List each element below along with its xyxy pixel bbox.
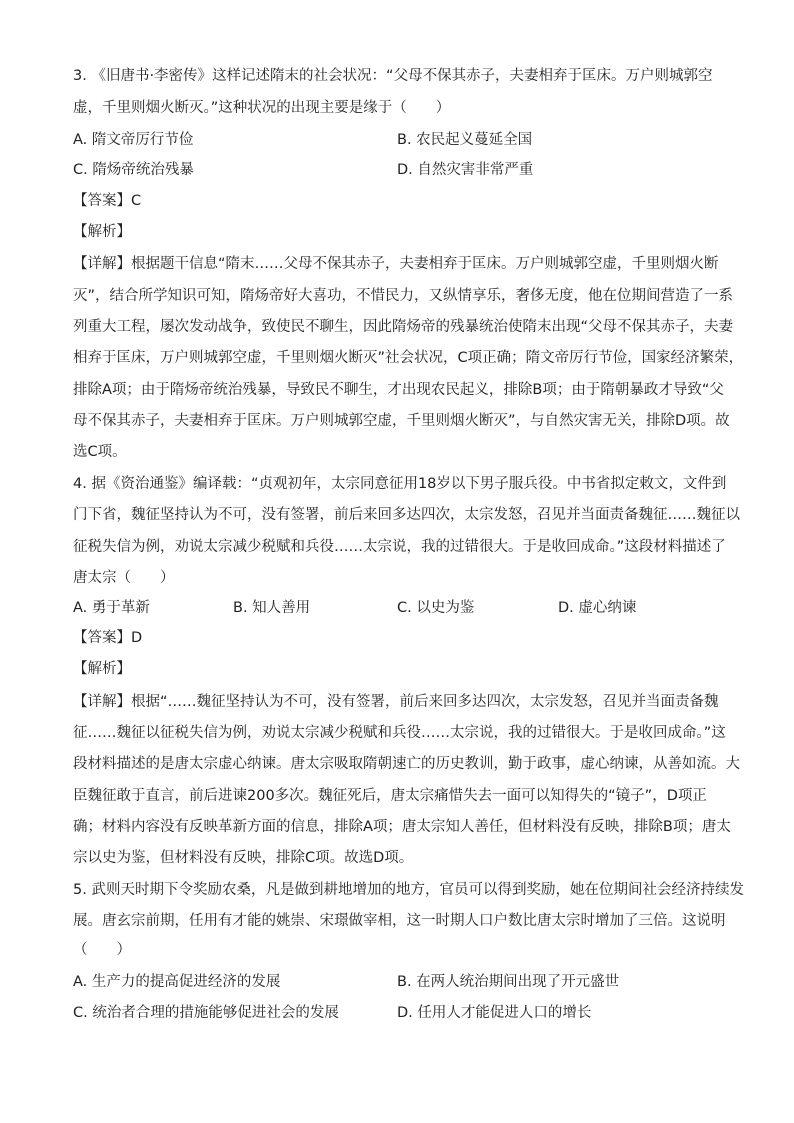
q5-option-c: C. 统治者合理的措施能够促进社会的发展	[73, 1005, 339, 1021]
q3-answer: 【答案】C	[73, 193, 142, 209]
q3-analysis-label: 【解析】	[73, 224, 131, 240]
q4-option-d: D. 虚心纳谏	[558, 600, 637, 616]
q4-detail-line: 确；材料内容没有反映革新方面的信息，排除A项；唐太宗知人善任，但材料没有反映，排除B项；唐太	[73, 819, 731, 835]
q5-option-b: B. 在两人统治期间出现了开元盛世	[397, 974, 620, 990]
question-5-stem-line: 展。唐玄宗前期，任用有才能的姚崇、宋璟做宰相，这一时期人口户数比唐太宗时增加了三倍。这说明	[73, 913, 726, 929]
question-3-stem-line: 3. 《旧唐书·李密传》这样记述隋末的社会状况：“父母不保其赤子，夫妻相弃于匡床。万户则城郭空	[73, 68, 713, 84]
q3-detail-line: 选C项。	[73, 444, 127, 460]
q4-answer: 【答案】D	[73, 630, 143, 646]
q4-detail-line: 征……魏征以征税失信为例，劝说太宗减少税赋和兵役……太宗说，我的过错很大。于是收回成命。”这	[73, 725, 726, 741]
q3-detail-line: 母不保其赤子，夫妻相弃于匡床。万户则城郭空虚，千里则烟火断灭”，与自然灾害无关，排除D项。故	[73, 413, 730, 429]
q4-detail-line: 宗以史为鉴，但材料没有反映，排除C项。故选D项。	[73, 850, 414, 866]
q3-option-b: B. 农民起义蔓延全国	[397, 132, 533, 148]
q4-analysis-label: 【解析】	[73, 661, 131, 677]
q4-option-b: B. 知人善用	[233, 600, 311, 616]
q3-detail-line: 排除A项；由于隋炀帝统治残暴，导致民不聊生，才出现农民起义，排除B项；由于隋朝暴政才导致“父	[73, 382, 724, 398]
q5-option-d: D. 任用人才能促进人口的增长	[397, 1005, 592, 1021]
q3-detail-line: 相弃于匡床，万户则城郭空虚，千里则烟火断灭”社会状况，C项正确；隋文帝厉行节俭，国家经济繁荣，	[73, 350, 744, 366]
question-5-stem-line: 5. 武则天时期下令奖励农桑，凡是做到耕地增加的地方，官员可以得到奖励，她在位期间社会经济持续发	[73, 882, 744, 898]
q3-detail-line: 灭”，结合所学知识可知，隋炀帝好大喜功，不惜民力，又纵情享乐，奢侈无度，他在位期间营造了一系	[73, 288, 734, 304]
q3-detail-line: 【详解】根据题干信息“隋末……父母不保其赤子，夫妻相弃于匡床。万户则城郭空虚，千里则烟火断	[73, 256, 719, 272]
q3-option-a: A. 隋文帝厉行节俭	[73, 132, 194, 148]
question-4-stem-line: 门下省，魏征坚持认为不可，没有签署，前后来回多达四次，太宗发怒，召见并当面责备魏征……魏征以	[73, 507, 740, 523]
q4-option-c: C. 以史为鉴	[397, 600, 475, 616]
q4-option-a: A. 勇于革新	[73, 600, 150, 616]
question-4-stem-line: 唐太宗（ ）	[73, 570, 175, 586]
q4-detail-line: 臣魏征敢于直言，前后进谏200多次。魏征死后，唐太宗痛惜失去一面可以知得失的“镜子”，D项正	[73, 788, 707, 804]
q5-option-a: A. 生产力的提高促进经济的发展	[73, 974, 281, 990]
question-4-stem-line: 4. 据《资治通鉴》编译载：“贞观初年，太宗同意征用18岁以下男子服兵役。中书省拟定敕文，文件到	[73, 476, 727, 492]
q3-option-c: C. 隋炀帝统治残暴	[73, 162, 194, 178]
q3-option-d: D. 自然灾害非常严重	[397, 162, 534, 178]
question-3-stem-line: 虚，千里则烟火断灭。”这种状况的出现主要是缘于（ ）	[73, 100, 451, 116]
question-4-stem-line: 征税失信为例，劝说太宗减少税赋和兵役……太宗说，我的过错很大。于是收回成命。”这段材料描述了	[73, 539, 726, 555]
question-5-stem-line: （ ）	[73, 942, 131, 958]
q4-detail-line: 段材料描述的是唐太宗虚心纳谏。唐太宗吸取隋朝速亡的历史教训，勤于政事，虚心纳谏，从善如流。大	[73, 756, 740, 772]
q4-detail-line: 【详解】根据“……魏征坚持认为不可，没有签署，前后来回多达四次，太宗发怒，召见并当面责备魏	[73, 694, 719, 710]
q3-detail-line: 列重大工程，屡次发动战争，致使民不聊生，因此隋炀帝的残暴统治使隋末出现“父母不保其赤子，夫妻	[73, 319, 734, 335]
